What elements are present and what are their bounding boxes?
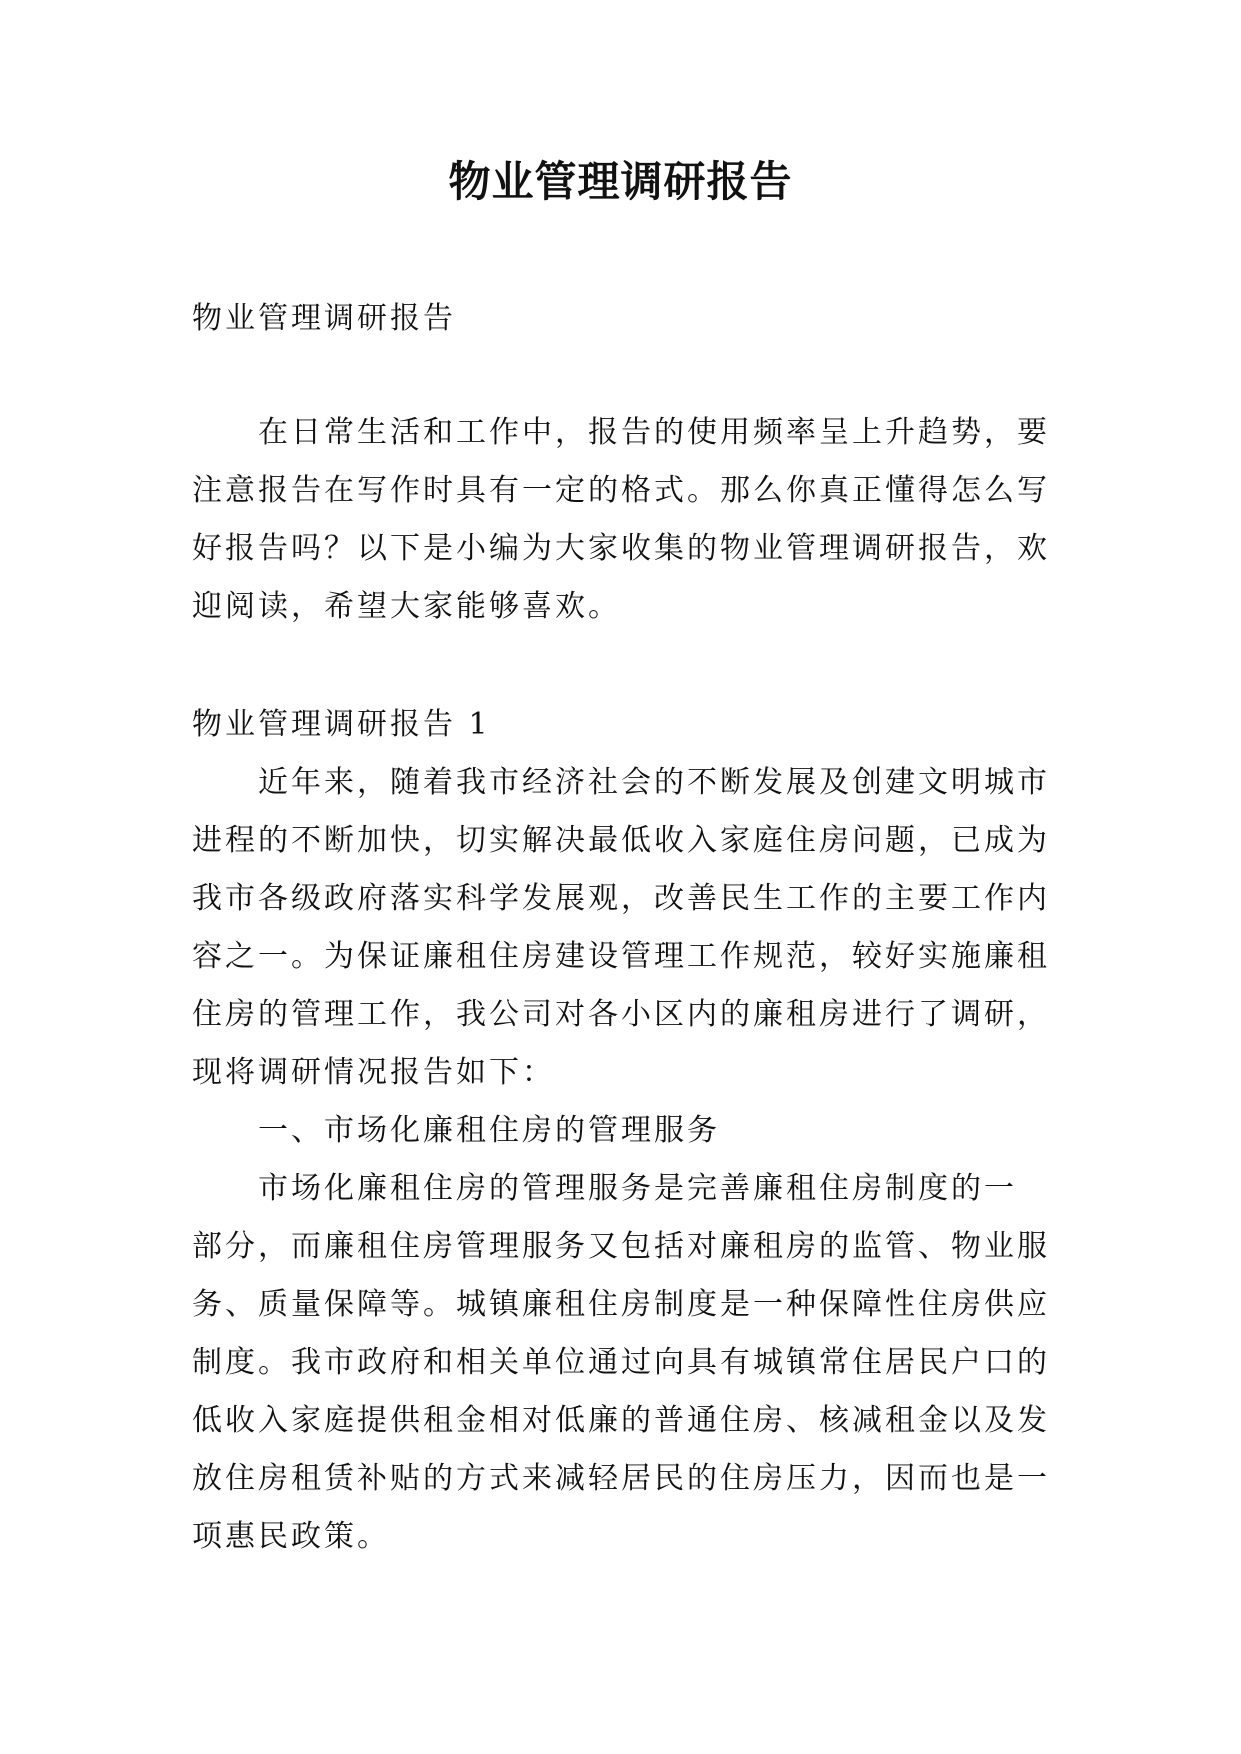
section-line: 容之一。为保证廉租住房建设管理工作规范，较好实施廉租 bbox=[192, 939, 1050, 974]
section-line: 现将调研情况报告如下： bbox=[192, 1055, 555, 1090]
document-title: 物业管理调研报告 bbox=[448, 157, 793, 206]
section-line: 市场化廉租住房的管理服务是完善廉租住房制度的一 bbox=[192, 1171, 1017, 1206]
section-heading: 物业管理调研报告 1 bbox=[192, 707, 491, 742]
section-line: 部分，而廉租住房管理服务又包括对廉租房的监管、物业服 bbox=[192, 1229, 1050, 1264]
section-line: 住房的管理工作，我公司对各小区内的廉租房进行了调研， bbox=[192, 997, 1050, 1032]
subtitle-line: 物业管理调研报告 bbox=[192, 301, 456, 336]
document-subtitle bbox=[192, 290, 1072, 348]
intro-line: 迎阅读，希望大家能够喜欢。 bbox=[192, 589, 621, 624]
subsection-heading: 一、市场化廉租住房的管理服务 bbox=[192, 1113, 720, 1148]
intro-line: 在日常生活和工作中，报告的使用频率呈上升趋势，要 bbox=[192, 415, 1050, 450]
intro-paragraph bbox=[192, 404, 1072, 636]
section-line: 低收入家庭提供租金相对低廉的普通住房、核减租金以及发 bbox=[192, 1403, 1050, 1438]
section-line: 放住房租赁补贴的方式来减轻居民的住房压力，因而也是一 bbox=[192, 1461, 1050, 1496]
intro-line: 注意报告在写作时具有一定的格式。那么你真正懂得怎么写 bbox=[192, 473, 1050, 508]
section-line: 项惠民政策。 bbox=[192, 1519, 390, 1554]
section-line: 制度。我市政府和相关单位通过向具有城镇常住居民户口的 bbox=[192, 1345, 1050, 1380]
section-line: 进程的不断加快，切实解决最低收入家庭住房问题，已成为 bbox=[192, 823, 1050, 858]
report-section-1 bbox=[192, 696, 1072, 1566]
section-line: 近年来，随着我市经济社会的不断发展及创建文明城市 bbox=[192, 765, 1050, 800]
section-line: 我市各级政府落实科学发展观，改善民生工作的主要工作内 bbox=[192, 881, 1050, 916]
intro-line: 好报告吗？以下是小编为大家收集的物业管理调研报告，欢 bbox=[192, 531, 1050, 566]
section-line: 务、质量保障等。城镇廉租住房制度是一种保障性住房供应 bbox=[192, 1287, 1050, 1322]
